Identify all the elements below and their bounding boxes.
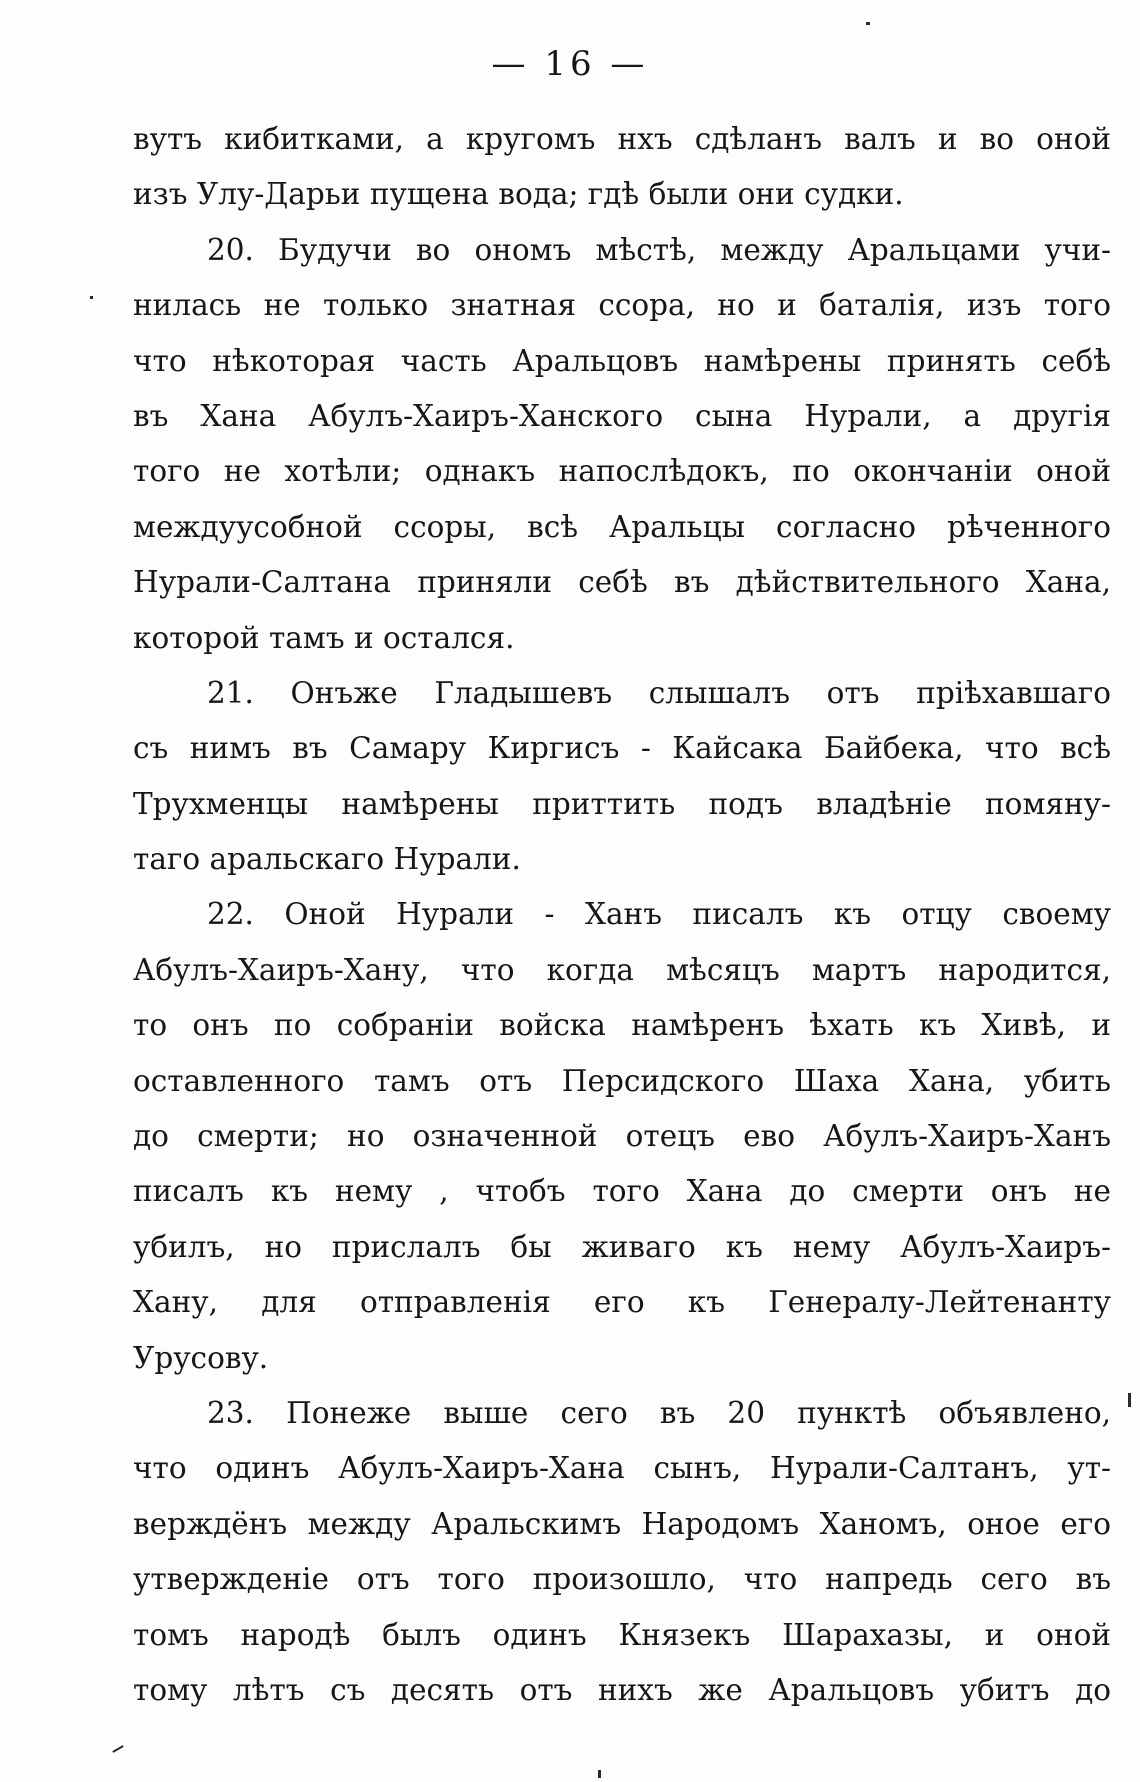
text-line: писалъ къ нему , чтобъ того Хана до смерти онъ не (133, 1174, 1111, 1209)
text-line: Абулъ-Хаиръ-Хану, что когда мѣсяцъ мартъ народится, (133, 952, 1111, 987)
body-text (133, 112, 1111, 1718)
text-line: убилъ, но прислалъ бы живаго къ нему Абулъ-Хаиръ- (133, 1229, 1111, 1264)
text-line: 20. Будучи во ономъ мѣстѣ, между Аральцами учи- (207, 232, 1111, 267)
text-line: тому лѣтъ съ десять отъ нихъ же Аральцовъ убитъ до (133, 1672, 1111, 1707)
text-line: междуусобной ссоры, всѣ Аральцы согласно рѣченного (133, 509, 1111, 544)
text-line: того не хотѣли; однакъ напослѣдокъ, по окончанiи оной (133, 454, 1111, 489)
text-line: 22. Оной Нурали - Ханъ писалъ къ отцу своему (207, 897, 1111, 932)
text-line: Трухменцы намѣрены приттить подъ владѣніе помяну- (133, 786, 1111, 821)
text-line: Урусову. (133, 1340, 269, 1375)
print-speck (90, 296, 93, 299)
text-line: въ Хана Абулъ-Хаиръ-Ханского сына Нурали, а другія (133, 398, 1111, 433)
print-speck (598, 1770, 601, 1778)
print-speck (112, 1745, 123, 1753)
print-speck (1128, 1393, 1131, 1407)
text-line: которой тамъ и остался. (133, 620, 515, 655)
text-line: Нурали-Салтана приняли себѣ въ дѣйствительного Хана, (133, 565, 1111, 600)
text-line: что одинъ Абулъ-Хаиръ-Хана сынъ, Нурали-Салтанъ, ут- (133, 1451, 1111, 1486)
text-line: таго аральскаго Нурали. (133, 842, 521, 877)
text-line: вутъ кибитками, а кругомъ нхъ сдѣланъ валъ и во оной (133, 122, 1111, 156)
text-line: томъ народѣ былъ одинъ Князекъ Шарахазы, и оной (133, 1617, 1111, 1652)
text-line: нилась не только знатная ссора, но и баталія, изъ того (133, 288, 1111, 323)
print-speck (866, 22, 870, 25)
text-line: изъ Улу-Дарьи пущена вода; гдѣ были они судки. (133, 177, 904, 212)
text-line: утвержденiе отъ того произошло, что напредь сего въ (133, 1562, 1111, 1597)
text-line: съ нимъ въ Самару Киргисъ - Кайсака Байбека, что всѣ (133, 731, 1111, 766)
text-line: Хану, для отправленія его къ Генералу-Лейтенанту (133, 1285, 1111, 1320)
text-line: что нѣкоторая часть Аральцовъ намѣрены принять себѣ (133, 343, 1111, 378)
text-line: верждёнъ между Аральскимъ Народомъ Ханомъ, оное его (133, 1506, 1111, 1541)
text-line: до смерти; но означенной отецъ ево Абулъ-Хаиръ-Ханъ (133, 1119, 1111, 1154)
text-line: 21. Онъже Гладышевъ слышалъ отъ прiѣхавшаго (207, 675, 1111, 710)
text-line: то онъ по собранiи войска намѣренъ ѣхать къ Хивѣ, и (133, 1008, 1111, 1043)
text-line: 23. Понеже выше сего въ 20 пунктѣ объявлено, (207, 1395, 1111, 1430)
page-number: — 16 — (491, 44, 649, 84)
text-line: оставленного тамъ отъ Персидского Шаха Хана, убить (133, 1063, 1111, 1098)
